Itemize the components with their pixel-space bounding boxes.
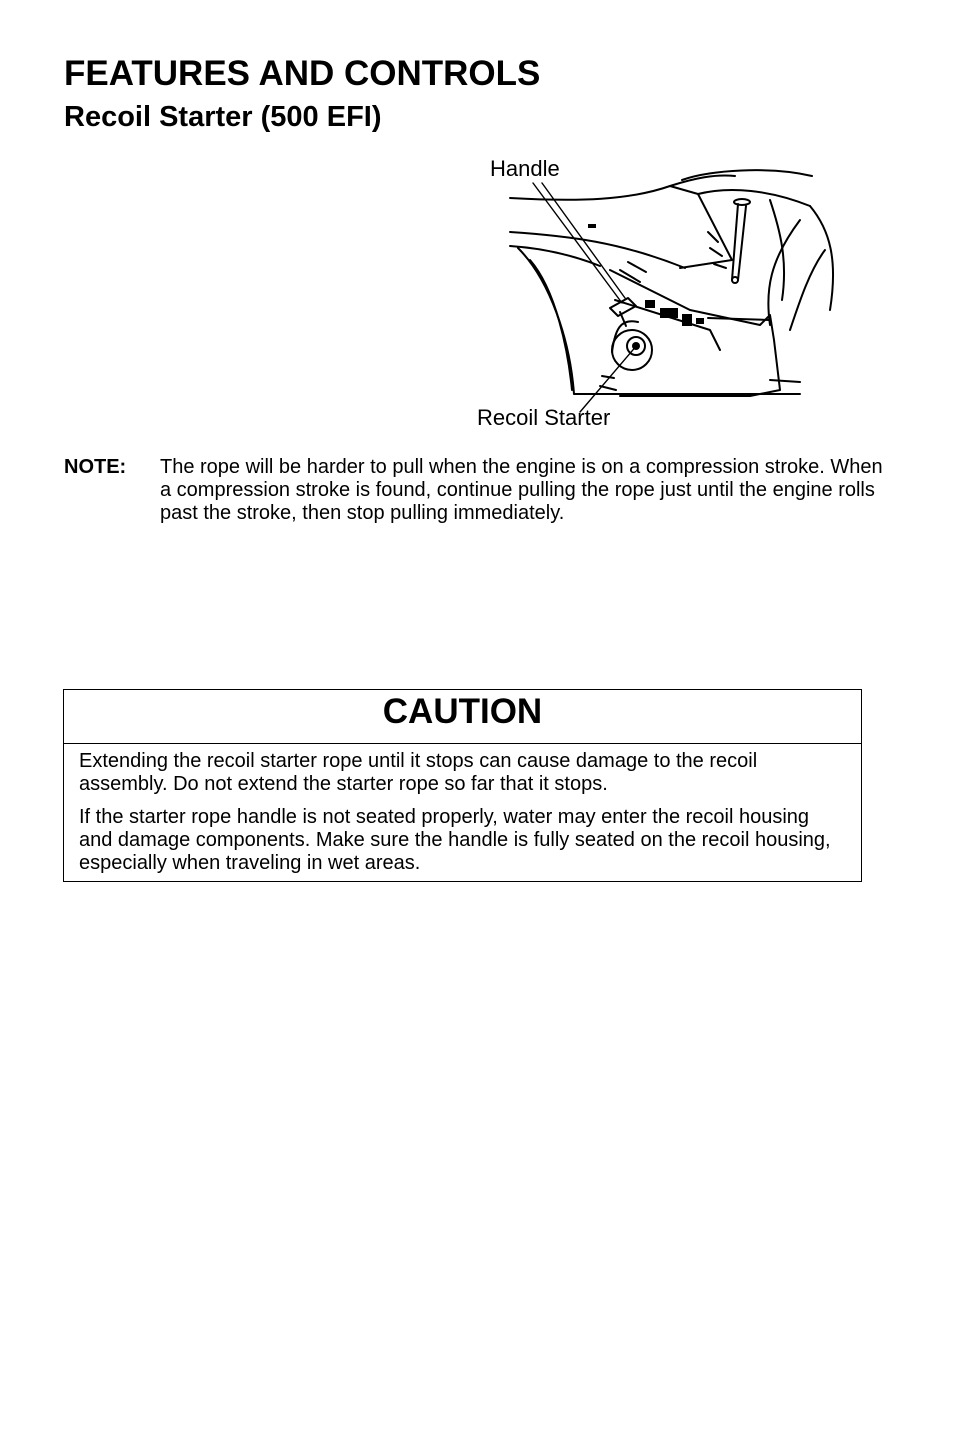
note-label: NOTE: [64, 456, 127, 478]
caution-title: CAUTION [64, 690, 861, 744]
callout-recoil-starter: Recoil Starter [477, 405, 611, 430]
callout-handle: Handle [490, 156, 560, 181]
atv-engine-line-drawing [470, 150, 850, 440]
note-block [64, 456, 884, 525]
caution-paragraph: If the starter rope handle is not seated properly, water may enter the recoil housing and damage components. Make sure the handle is fully seated on the recoil housing, especially when traveling in wet areas. [79, 806, 831, 874]
recoil-starter-illustration [470, 150, 850, 440]
section-title: FEATURES AND CONTROLS [64, 54, 541, 93]
note-text: The rope will be harder to pull when the engine is on a compression stroke. When a compression stroke is found, continue pulling the rope just until the engine rolls past the stroke, then stop pulling immediately. [160, 456, 883, 524]
page-subtitle: Recoil Starter (500 EFI) [64, 101, 382, 133]
caution-paragraph: Extending the recoil starter rope until it stops can cause damage to the recoil assembly. Do not extend the starter rope so far that it stops. [79, 750, 758, 795]
caution-body [64, 744, 861, 875]
caution-box [63, 689, 862, 882]
